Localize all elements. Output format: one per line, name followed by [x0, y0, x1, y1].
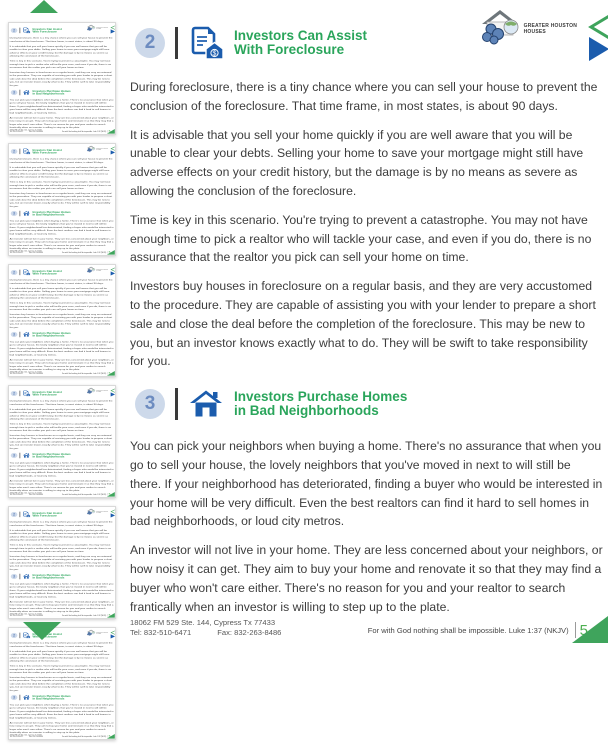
paragraph: Time is key in this scenario. You're trying to prevent a catastrophe. You may not have enough time to pick a realtor who will tackle your case, and even if you do, there is no assurance that the realtor you pick can sell your home on time. [10, 422, 114, 432]
houston-houses-logo-icon [86, 508, 96, 515]
footer-tel: Tel: 832-510-6471 [10, 252, 23, 254]
footer-fax: Fax: 832-263-8486 [29, 252, 43, 254]
section-divider-bar [20, 211, 21, 217]
footer-fax: Fax: 832-263-8486 [29, 373, 43, 375]
section-2-title: Investors Can Assist With Foreclosure [234, 29, 367, 58]
paragraph: It is advisable that you sell your home quickly if you are well aware that you will be unable to clear your debts. Selling your home to save your mortgage might still have adverse effects on your credit history, but the damage is by no means as severe as allowing the conclusion of the foreclosure. [10, 45, 114, 58]
company-logo [478, 7, 577, 50]
footer-address: 18062 FM 529 Ste. 144, Cypress Tx 77433 Tel: 832-510-6471 Fax: 832-263-8486 [10, 250, 43, 253]
section-3-title: Investors Purchase Homes in Bad Neighborhoods [33, 695, 71, 700]
footer-quote: For with God nothing shall be impossible. Luke 1:37 (NKJV) [62, 736, 106, 738]
green-corner-triangle-icon [107, 734, 115, 739]
section-3-header [11, 453, 115, 459]
paragraph: An investor will not live in your home. They are less concerned about your neighbors, or how noisy it can get. They aim to buy your home and renovate it so that they may find a buyer who won't care either. There's no reason for you and your realtor to search frantically when an investor is willing to step up to the plate. [10, 479, 114, 492]
green-corner-triangle-icon [107, 250, 115, 255]
section-2-number-badge: 2 [11, 270, 18, 275]
footer-tel: Tel: 832-510-6471 [10, 131, 23, 133]
main-page [127, 0, 608, 643]
section-3-header [11, 332, 115, 338]
logo-text: GREATER HOUSTON HOUSES [96, 27, 108, 29]
section-divider-bar [20, 149, 21, 155]
section-3-header [11, 90, 115, 96]
footer-address: 18062 FM 529 Ste. 144, Cypress Tx 77433 Tel: 832-510-6471 Fax: 832-263-8486 [10, 129, 43, 132]
page-thumbnail[interactable] [8, 143, 116, 256]
document-dollar-icon [22, 511, 30, 517]
section-3-title: Investors Purchase Homes in Bad Neighborhoods [33, 332, 71, 337]
logo-text: GREATER HOUSTON HOUSES [524, 23, 577, 35]
logo-text: GREATER HOUSTON HOUSES [96, 632, 108, 634]
page-number: 5 [109, 372, 111, 375]
section-2-number-badge: 2 [11, 391, 18, 396]
footer-address: 18062 FM 529 Ste. 144, Cypress Tx 77433 Tel: 832-510-6471 Fax: 832-263-8486 [10, 734, 43, 737]
paragraph: You can pick your neighbors when buying a home. There's no assurance that when you go to sell your house, the lovely neighbors that you've moved in next to will still be there. If your neighborhood has deteriorated, finding a buyer who would be interested in your home will be very difficult. Even the best realtors can find it hard to sell homes in bad neighborhoods, or loud city metros. [10, 461, 114, 477]
house-icon [22, 331, 30, 337]
svg-text:$: $ [213, 51, 217, 58]
chevron-arrow-icon [110, 25, 115, 34]
section-divider-bar [20, 574, 21, 580]
section-3-header [135, 387, 608, 421]
footer-quote: For with God nothing shall be impossible. Luke 1:37 (NKJV) [62, 252, 106, 254]
house-icon [22, 452, 30, 458]
paragraph: Investors buy houses in foreclosure on a regular basis, and they are very accustomed to the procedure. They are capable of assisting you with your lender to prepare a short sale and close the deal before the completion of the foreclosure. This may be new to you, but an investor knows exactly what to do. They will be swift to take responsibility for you. [10, 555, 114, 571]
footer-fax: Fax: 832-263-8486 [217, 628, 281, 638]
paragraph: Time is key in this scenario. You're trying to prevent a catastrophe. You may not have enough time to pick a realtor who will tackle your case, and even if you do, there is no assurance that the realtor you pick can sell your home on time. [10, 59, 114, 69]
paragraph: It is advisable that you sell your home quickly if you are well aware that you will be unable to clear your debts. Selling your home to save your mortgage might still have adverse effects on your credit history, but the damage is by no means as severe as allowing the conclusion of the foreclosure. [10, 287, 114, 300]
section-3-header [11, 211, 115, 217]
house-icon [22, 573, 30, 579]
section-3-number-badge: 3 [11, 332, 18, 337]
page-thumbnail[interactable] [8, 385, 116, 498]
footer-quote: For with God nothing shall be impossible. Luke 1:37 (NKJV) [62, 615, 106, 617]
footer-quote: For with God nothing shall be impossible. Luke 1:37 (NKJV) [62, 373, 106, 375]
footer-tel: Tel: 832-510-6471 [130, 628, 191, 638]
section-2-number-badge: 2 [135, 28, 165, 58]
svg-text:$: $ [28, 32, 29, 34]
section-2-number-badge: 2 [11, 149, 18, 154]
section-divider-bar [20, 633, 21, 639]
green-corner-triangle-icon [107, 613, 115, 618]
section-2-number-badge: 2 [11, 633, 18, 638]
house-icon [22, 210, 30, 216]
houston-houses-logo-icon [86, 629, 96, 636]
paragraph: An investor will not live in your home. They are less concerned about your neighbors, or how noisy it can get. They aim to buy your home and renovate it so that they may find a buyer who won't care either. There's no reason for you and your realtor to search frantically when an investor is willing to step up to the plate. [10, 600, 114, 613]
footer-tel: Tel: 832-510-6471 [10, 736, 23, 738]
house-icon [188, 386, 224, 422]
page-footer [10, 250, 115, 253]
paragraph: During foreclosure, there is a tiny chance where you can sell your house to prevent the conclusion of the foreclosure. That time frame, in most states, is about 90 days. [10, 641, 114, 647]
paragraph: During foreclosure, there is a tiny chance where you can sell your house to prevent the conclusion of the foreclosure. That time frame, in most states, is about 90 days. [10, 36, 114, 42]
chevron-arrow-icon [110, 630, 115, 639]
houston-houses-logo-icon [86, 145, 96, 152]
paragraph: Time is key in this scenario. You're trying to prevent a catastrophe. You may not have enough time to pick a realtor who will tackle your case, and even if you do, there is no assurance that the realtor you pick can sell your home on time. [10, 664, 114, 674]
paragraph: It is advisable that you sell your home quickly if you are well aware that you will be unable to clear your debts. Selling your home to save your mortgage might still have adverse effects on your credit history, but the damage is by no means as severe as allowing the conclusion of the foreclosure. [10, 166, 114, 179]
section-divider-bar [20, 695, 21, 701]
main-page [9, 507, 115, 618]
page-footer [10, 613, 115, 616]
footer-fax: Fax: 832-263-8486 [29, 615, 43, 617]
section-divider-bar [175, 27, 178, 59]
main-page [9, 386, 115, 497]
footer-address: 18062 FM 529 Ste. 144, Cypress Tx 77433 Tel: 832-510-6471 Fax: 832-263-8486 [10, 492, 43, 495]
house-icon [22, 89, 30, 95]
section-2-header [11, 27, 115, 33]
footer-tel: Tel: 832-510-6471 [10, 615, 23, 617]
section-2-header [11, 148, 115, 154]
section-2-title: Investors Can Assist With Foreclosure [33, 633, 62, 638]
section-3-title: Investors Purchase Homes in Bad Neighborhoods [33, 211, 71, 216]
svg-text:$: $ [28, 153, 29, 155]
document-dollar-icon [22, 390, 30, 396]
section-2-title: Investors Can Assist With Foreclosure [33, 28, 62, 33]
section-3-number-badge: 3 [11, 211, 18, 216]
svg-text:$: $ [28, 274, 29, 276]
logo-text: GREATER HOUSTON HOUSES [96, 269, 108, 271]
green-triangle-up-icon [30, 0, 58, 13]
page-thumbnail[interactable] [8, 22, 116, 135]
paragraph: Time is key in this scenario. You're trying to prevent a catastrophe. You may not have enough time to pick a realtor who will tackle your case, and even if you do, there is no assurance that the realtor you pick can sell your home on time. [10, 543, 114, 553]
chevron-arrow-icon [110, 509, 115, 518]
page-footer [10, 734, 115, 737]
paragraph: You can pick your neighbors when buying a home. There's no assurance that when you go to sell your house, the lovely neighbors that you've moved in next to will still be there. If your neighborhood has deteriorated, finding a buyer who would be interested in your home will be very difficult. Even the best realtors can find it hard to sell homes in bad neighborhoods, or loud city metros. [10, 340, 114, 356]
section-divider-bar [20, 332, 21, 338]
page-footer [10, 129, 115, 132]
paragraph: Time is key in this scenario. You're trying to prevent a catastrophe. You may not have enough time to pick a realtor who will tackle your case, and even if you do, there is no assurance that the realtor you pick can sell your home on time. [10, 301, 114, 311]
footer-address: 18062 FM 529 Ste. 144, Cypress Tx 77433 Tel: 832-510-6471 Fax: 832-263-8486 [130, 618, 281, 638]
page-footer [10, 371, 115, 374]
house-icon [22, 694, 30, 700]
section-divider-bar [20, 391, 21, 397]
section-3-title: Investors Purchase Homes in Bad Neighborhoods [33, 574, 71, 579]
paragraph: Investors buy houses in foreclosure on a regular basis, and they are very accustomed to the procedure. They are capable of assisting you with your lender to prepare a short sale and close the deal before the completion of the foreclosure. This may be new to you, but an investor knows exactly what to do. They will be swift to take responsibility for you. [10, 434, 114, 450]
houston-houses-logo-icon [478, 7, 522, 50]
footer-address: 18062 FM 529 Ste. 144, Cypress Tx 77433 Tel: 832-510-6471 Fax: 832-263-8486 [10, 371, 43, 374]
paragraph: It is advisable that you sell your home quickly if you are well aware that you will be unable to clear your debts. Selling your home to save your mortgage might still have adverse effects on your credit history, but the damage is by no means as severe as allowing the conclusion of the foreclosure. [10, 650, 114, 663]
paragraph: Time is key in this scenario. You're trying to prevent a catastrophe. You may not have enough time to pick a realtor who will tackle your case, and even if you do, there is no assurance that the realtor you pick can sell your home on time. [10, 180, 114, 190]
houston-houses-logo-icon [86, 24, 96, 31]
section-divider-bar [20, 28, 21, 34]
footer-fax: Fax: 832-263-8486 [29, 736, 43, 738]
page-number: 5 [109, 614, 111, 617]
section-2-number-badge: 2 [11, 512, 18, 517]
section-3-number-badge: 3 [135, 389, 165, 419]
paragraph: During foreclosure, there is a tiny chance where you can sell your house to prevent the conclusion of the foreclosure. That time frame, in most states, is about 90 days. [10, 278, 114, 284]
section-divider-bar [20, 512, 21, 518]
section-3-number-badge: 3 [11, 453, 18, 458]
document-dollar-icon [22, 269, 30, 275]
logo-text: GREATER HOUSTON HOUSES [96, 511, 108, 513]
main-page [9, 628, 115, 739]
section-3-header [11, 574, 115, 580]
section-2-title: Investors Can Assist With Foreclosure [33, 512, 62, 517]
main-page [9, 23, 115, 134]
paragraph: An investor will not live in your home. They are less concerned about your neighbors, or how noisy it can get. They aim to buy your home and renovate it so that they may find a buyer who won't care either. There's no reason for you and your realtor to search frantically when an investor is willing to step up to the plate. [10, 721, 114, 734]
section-3-title: Investors Purchase Homes in Bad Neighborhoods [234, 390, 407, 419]
chevron-arrow-icon [110, 388, 115, 397]
section-3-number-badge: 3 [11, 695, 18, 700]
green-corner-triangle-icon [572, 616, 608, 643]
main-page [9, 144, 115, 255]
page-footer [130, 618, 608, 638]
footer-fax: Fax: 832-263-8486 [29, 131, 43, 133]
svg-text:$: $ [28, 395, 29, 397]
section-divider-bar [20, 453, 21, 459]
paragraph: An investor will not live in your home. They are less concerned about your neighbors, or how noisy it can get. They aim to buy your home and renovate it so that they may find a buyer who won't care either. There's no reason for you and your realtor to search frantically when an investor is willing to step up to the plate. [130, 541, 604, 616]
paragraph: Investors buy houses in foreclosure on a regular basis, and they are very accustomed to the procedure. They are capable of assisting you with your lender to prepare a short sale and close the deal before the completion of the foreclosure. This may be new to you, but an investor knows exactly what to do. They will be swift to take responsibility for you. [130, 277, 604, 371]
section-3-number-badge: 3 [11, 90, 18, 95]
footer-quote: For with God nothing shall be impossible. Luke 1:37 (NKJV) [62, 131, 106, 133]
chevron-arrow-icon [587, 13, 608, 63]
section-divider-bar [20, 90, 21, 96]
paragraph: It is advisable that you sell your home quickly if you are well aware that you will be unable to clear your debts. Selling your home to save your mortgage might still have adverse effects on your credit history, but the damage is by no means as severe as allowing the conclusion of the foreclosure. [10, 529, 114, 542]
green-corner-triangle-icon [107, 492, 115, 497]
page-thumbnail[interactable] [8, 264, 116, 377]
page-number: 5 [109, 251, 111, 254]
footer-fax: Fax: 832-263-8486 [29, 494, 43, 496]
green-corner-triangle-icon [107, 129, 115, 134]
paragraph: During foreclosure, there is a tiny chance where you can sell your house to prevent the conclusion of the foreclosure. That time frame, in most states, is about 90 days. [130, 78, 604, 116]
paragraph: You can pick your neighbors when buying a home. There's no assurance that when you go to sell your house, the lovely neighbors that you've moved in next to will still be there. If your neighborhood has deteriorated, finding a buyer who would be interested in your home will be very difficult. Even the best realtors can find it hard to sell homes in bad neighborhoods, or loud city metros. [10, 582, 114, 598]
houston-houses-logo-icon [86, 266, 96, 273]
page-number: 5 [580, 623, 588, 638]
footer-tel: Tel: 832-510-6471 [10, 373, 23, 375]
page-number: 5 [109, 735, 111, 738]
paragraph: During foreclosure, there is a tiny chance where you can sell your house to prevent the conclusion of the foreclosure. That time frame, in most states, is about 90 days. [10, 157, 114, 163]
svg-text:$: $ [28, 516, 29, 518]
document-dollar-icon [188, 25, 224, 61]
houston-houses-logo-icon [86, 387, 96, 394]
paragraph: You can pick your neighbors when buying a home. There's no assurance that when you go to sell your house, the lovely neighbors that you've moved in next to will still be there. If your neighborhood has deteriorated, finding a buyer who would be interested in your home will be very difficult. Even the best realtors can find it hard to sell homes in bad neighborhoods, or loud city metros. [10, 703, 114, 719]
logo-text: GREATER HOUSTON HOUSES [96, 148, 108, 150]
logo-text: GREATER HOUSTON HOUSES [96, 390, 108, 392]
page-number: 5 [109, 130, 111, 133]
company-logo [86, 629, 108, 636]
section-2-title: Investors Can Assist With Foreclosure [33, 149, 62, 154]
footer-quote: For with God nothing shall be impossible. Luke 1:37 (NKJV) [368, 626, 569, 635]
section-3-number-badge: 3 [11, 574, 18, 579]
document-dollar-icon [22, 27, 30, 33]
svg-text:$: $ [28, 637, 29, 639]
section-2-number-badge: 2 [11, 28, 18, 33]
section-2-header [11, 511, 115, 517]
section-2-title: Investors Can Assist With Foreclosure [33, 391, 62, 396]
section-2-header [11, 390, 115, 396]
company-logo [86, 508, 108, 515]
paragraph: An investor will not live in your home. They are less concerned about your neighbors, or how noisy it can get. They aim to buy your home and renovate it so that they may find a buyer who won't care either. There's no reason for you and your realtor to search frantically when an investor is willing to step up to the plate. [10, 237, 114, 250]
footer-address: 18062 FM 529 Ste. 144, Cypress Tx 77433 Tel: 832-510-6471 Fax: 832-263-8486 [10, 613, 43, 616]
paragraph: It is advisable that you sell your home quickly if you are well aware that you will be unable to clear your debts. Selling your home to save your mortgage might still have adverse effects on your credit history, but the damage is by no means as severe as allowing the conclusion of the foreclosure. [130, 126, 604, 201]
footer-quote: For with God nothing shall be impossible. Luke 1:37 (NKJV) [62, 494, 106, 496]
document-dollar-icon [22, 148, 30, 154]
paragraph: You can pick your neighbors when buying a home. There's no assurance that when you go to sell your house, the lovely neighbors that you've moved in next to will still be there. If your neighborhood has deteriorated, finding a buyer who would be interested in your home will be very difficult. Even the best realtors can find it hard to sell homes in bad neighborhoods, or loud city metros. [130, 437, 604, 531]
paragraph: It is advisable that you sell your home quickly if you are well aware that you will be unable to clear your debts. Selling your home to save your mortgage might still have adverse effects on your credit history, but the damage is by no means as severe as allowing the conclusion of the foreclosure. [10, 408, 114, 421]
section-divider-bar [20, 270, 21, 276]
section-3-header [11, 695, 115, 701]
section-2-header [11, 269, 115, 275]
page-footer [10, 492, 115, 495]
paragraph: Investors buy houses in foreclosure on a regular basis, and they are very accustomed to the procedure. They are capable of assisting you with your lender to prepare a short sale and close the deal before the completion of the foreclosure. This may be new to you, but an investor knows exactly what to do. They will be swift to take responsibility for you. [10, 676, 114, 692]
paragraph: Investors buy houses in foreclosure on a regular basis, and they are very accustomed to the procedure. They are capable of assisting you with your lender to prepare a short sale and close the deal before the completion of the foreclosure. This may be new to you, but an investor knows exactly what to do. They will be swift to take responsibility for you. [10, 313, 114, 329]
section-2-title: Investors Can Assist With Foreclosure [33, 270, 62, 275]
section-divider-bar [175, 388, 178, 420]
company-logo [86, 266, 108, 273]
green-corner-triangle-icon [107, 371, 115, 376]
green-triangle-down-icon [23, 622, 61, 640]
page-number: 5 [109, 493, 111, 496]
paragraph: During foreclosure, there is a tiny chance where you can sell your house to prevent the conclusion of the foreclosure. That time frame, in most states, is about 90 days. [10, 520, 114, 526]
main-page [9, 265, 115, 376]
paragraph: Investors buy houses in foreclosure on a regular basis, and they are very accustomed to the procedure. They are capable of assisting you with your lender to prepare a short sale and close the deal before the completion of the foreclosure. This may be new to you, but an investor knows exactly what to do. They will be swift to take responsibility for you. [10, 192, 114, 208]
section-3-title: Investors Purchase Homes in Bad Neighborhoods [33, 453, 71, 458]
paragraph: Investors buy houses in foreclosure on a regular basis, and they are very accustomed to the procedure. They are capable of assisting you with your lender to prepare a short sale and close the deal before the completion of the foreclosure. This may be new to you, but an investor knows exactly what to do. They will be swift to take responsibility for you. [10, 71, 114, 87]
paragraph: You can pick your neighbors when buying a home. There's no assurance that when you go to sell your house, the lovely neighbors that you've moved in next to will still be there. If your neighborhood has deteriorated, finding a buyer who would be interested in your home will be very difficult. Even the best realtors can find it hard to sell homes in bad neighborhoods, or loud city metros. [10, 98, 114, 114]
company-logo [86, 387, 108, 394]
page-thumbnail[interactable] [8, 627, 116, 740]
paragraph: You can pick your neighbors when buying a home. There's no assurance that when you go to sell your house, the lovely neighbors that you've moved in next to will still be there. If your neighborhood has deteriorated, finding a buyer who would be interested in your home will be very difficult. Even the best realtors can find it hard to sell homes in bad neighborhoods, or loud city metros. [10, 219, 114, 235]
chevron-arrow-icon [110, 267, 115, 276]
paragraph: Time is key in this scenario. You're trying to prevent a catastrophe. You may not have enough time to pick a realtor who will tackle your case, and even if you do, there is no assurance that the realtor you pick can sell your home on time. [130, 211, 604, 267]
paragraph: During foreclosure, there is a tiny chance where you can sell your house to prevent the conclusion of the foreclosure. That time frame, in most states, is about 90 days. [10, 399, 114, 405]
company-logo [86, 145, 108, 152]
page-thumbnail[interactable] [8, 506, 116, 619]
chevron-arrow-icon [110, 146, 115, 155]
footer-tel: Tel: 832-510-6471 [10, 494, 23, 496]
paragraph: An investor will not live in your home. They are less concerned about your neighbors, or how noisy it can get. They aim to buy your home and renovate it so that they may find a buyer who won't care either. There's no reason for you and your realtor to search frantically when an investor is willing to step up to the plate. [10, 116, 114, 129]
section-3-title: Investors Purchase Homes in Bad Neighborhoods [33, 90, 71, 95]
company-logo [86, 24, 108, 31]
paragraph: An investor will not live in your home. They are less concerned about your neighbors, or how noisy it can get. They aim to buy your home and renovate it so that they may find a buyer who won't care either. There's no reason for you and your realtor to search frantically when an investor is willing to step up to the plate. [10, 358, 114, 371]
